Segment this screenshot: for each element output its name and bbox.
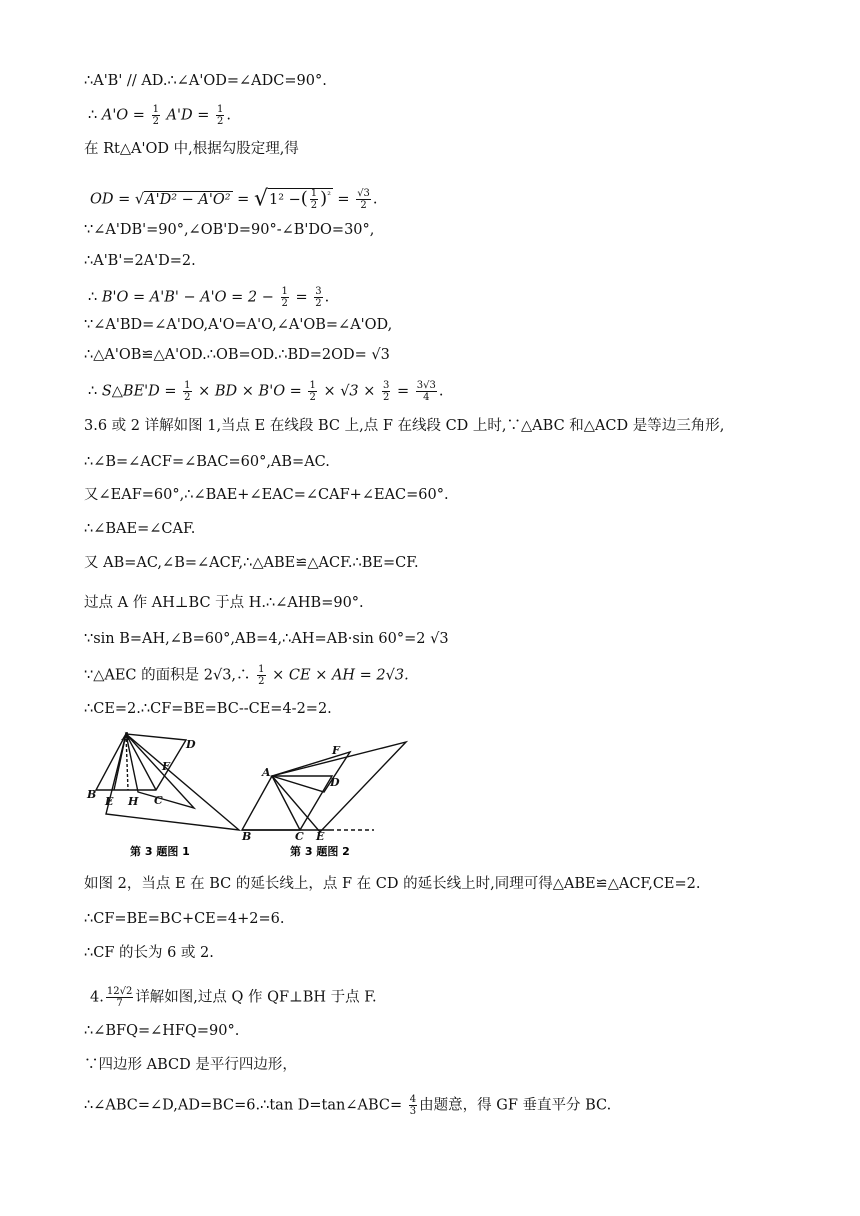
fraction-area-result: $\frac{3√3}{4}$ bbox=[416, 380, 436, 403]
line-20: 如图 2，当点 E 在 BC 的延长线上，点 F 在 CD 的延长线上时,同理可得△ABE≌△ACF,CE=2. bbox=[84, 876, 701, 892]
geometry-figure bbox=[84, 728, 414, 864]
label-a: A bbox=[122, 730, 131, 743]
label-f: F bbox=[162, 760, 170, 773]
figure-2 bbox=[242, 742, 406, 832]
line-3: 在 Rt△A'OD 中,根据勾股定理,得 bbox=[84, 141, 299, 157]
fraction-answer-4: $\frac{12√2}{7}$ bbox=[106, 986, 133, 1009]
fraction-half: $\frac{1}{2}$ bbox=[152, 104, 159, 127]
line-4-od-formula: OD = √A'D² − A'O² = √1² −( $\frac{1}{2}$ )$^{^2}$ = $\frac{√3}{2}$ . bbox=[90, 186, 378, 212]
line-13: 又∠EAF=60°,∴∠BAE+∠EAC=∠CAF+∠EAC=60°. bbox=[84, 487, 449, 503]
line-14: ∴∠BAE=∠CAF. bbox=[84, 521, 196, 537]
caption-figure-2: 第 3 题图 2 bbox=[290, 845, 350, 858]
label-e2: E bbox=[316, 830, 325, 843]
caption-figure-1: 第 3 题图 1 bbox=[130, 845, 190, 858]
line-12: ∴∠B=∠ACF=∠BAC=60°,AB=AC. bbox=[84, 454, 330, 470]
label-c2: C bbox=[295, 830, 304, 843]
figure-1-labels bbox=[86, 730, 196, 808]
line-6: ∴A'B'=2A'D=2. bbox=[84, 253, 196, 269]
line-2: ∴ A'O = $\frac{1}{2}$ A'D = $\frac{1}{2}$ . bbox=[88, 104, 231, 127]
fraction-four-thirds: $\frac{4}{3}$ bbox=[409, 1094, 417, 1117]
line-1: ∴A'B' // AD.∴∠A'OD=∠ADC=90°. bbox=[84, 73, 327, 89]
label-a2: A bbox=[262, 766, 271, 779]
line-15: 又 AB=AC,∠B=∠ACF,∴△ABE≌△ACF.∴BE=CF. bbox=[84, 555, 419, 571]
figure-1 bbox=[96, 734, 239, 830]
fraction-half-7: $\frac{1}{2}$ bbox=[281, 286, 288, 309]
label-b: B bbox=[87, 788, 97, 801]
line-7: ∴ B'O = A'B' − A'O = 2 − $\frac{1}{2}$ = $\frac{3}{2}$ . bbox=[88, 286, 330, 309]
line-23: 4. $\frac{12√2}{7}$ 详解如图,过点 Q 作 QF⊥BH 于点 F. bbox=[90, 986, 377, 1009]
line-5: ∵∠A'DB'=90°,∠OB'D=90°-∠B'DO=30°, bbox=[84, 222, 375, 238]
fraction-half-result: $\frac{1}{2}$ bbox=[217, 104, 224, 127]
line-11: 3.6 或 2 详解如图 1,当点 E 在线段 BC 上,点 F 在线段 CD 上时,∵△ABC 和△ACD 是等边三角形, bbox=[84, 418, 725, 434]
label-c: C bbox=[154, 794, 163, 807]
line-19: ∴CE=2.∴CF=BE=BC--CE=4-2=2. bbox=[84, 701, 332, 717]
radicand-1: A'D² − A'O² bbox=[145, 191, 231, 208]
line-24: ∴∠BFQ=∠HFQ=90°. bbox=[84, 1023, 240, 1039]
line-17: ∵sin B=AH,∠B=60°,AB=4,∴AH=AB·sin 60°=2 √3 bbox=[84, 631, 449, 647]
expr-ao: A'O = bbox=[101, 107, 145, 124]
sqrt3-value: √3 bbox=[371, 347, 390, 363]
line-26: ∴∠ABC=∠D,AD=BC=6.∴tan D=tan∠ABC= $\frac{4}{3}$ 由题意，得 GF 垂直平分 BC. bbox=[84, 1094, 612, 1117]
line-10-area: ∴ S△BE'D = $\frac{1}{2}$ × BD × B'O = $\frac{1}{2}$ × √3 × $\frac{3}{2}$ = $\frac{3√3}{4}$ . bbox=[88, 380, 444, 403]
fraction-sqrt3-half: $\frac{√3}{2}$ bbox=[357, 188, 370, 211]
line-8: ∵∠A'BD=∠A'DO,A'O=A'O,∠A'OB=∠A'OD, bbox=[84, 317, 393, 333]
line-9: ∴△A'OB≌△A'OD.∴OB=OD.∴BD=2OD= √3 bbox=[84, 347, 390, 363]
equals-sign-2: = bbox=[337, 191, 350, 208]
label-f2: F bbox=[332, 744, 340, 757]
label-d2: D bbox=[330, 776, 340, 789]
label-d: D bbox=[186, 738, 196, 751]
line-25: ∵四边形 ABCD 是平行四边形， bbox=[84, 1057, 297, 1073]
label-h: H bbox=[128, 795, 139, 808]
radicand-2: 1² −( $\frac{1}{2}$ )$^{^2}$ bbox=[268, 187, 331, 211]
therefore-symbol: ∴ bbox=[88, 107, 98, 124]
line-16: 过点 A 作 AH⊥BC 于点 H.∴∠AHB=90°. bbox=[84, 595, 364, 611]
line-22: ∴CF 的长为 6 或 2. bbox=[84, 945, 214, 961]
equals-sign: = bbox=[237, 191, 250, 208]
line-18: ∵△AEC 的面积是 2√3,∴ $\frac{1}{2}$ × CE × AH = 2√3. bbox=[84, 664, 409, 687]
fraction-three-half: $\frac{3}{2}$ bbox=[315, 286, 322, 309]
expr-ad: A'D = bbox=[166, 107, 210, 124]
expr-od: OD = bbox=[90, 191, 131, 208]
expr-area: S△BE'D = bbox=[101, 383, 177, 400]
expr-bo: B'O = A'B' − A'O = 2 − bbox=[101, 289, 274, 306]
label-b2: B bbox=[242, 830, 252, 843]
line-21: ∴CF=BE=BC+CE=4+2=6. bbox=[84, 911, 285, 927]
label-e: E bbox=[105, 795, 114, 808]
